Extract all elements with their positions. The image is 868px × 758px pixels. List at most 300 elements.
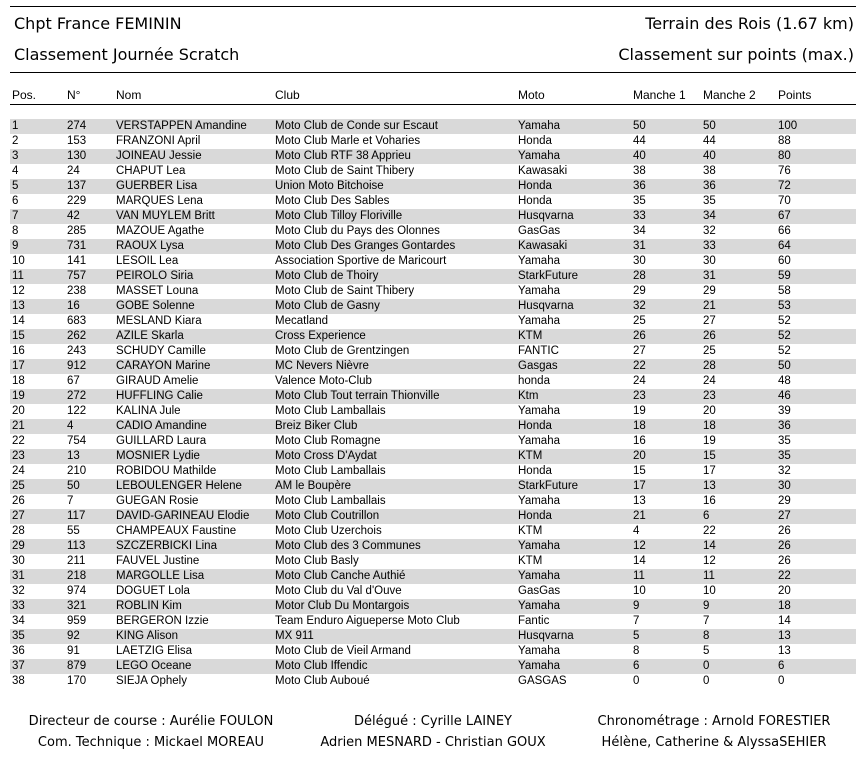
- cell-points: 76: [778, 165, 791, 177]
- cell-pos: 22: [12, 435, 25, 447]
- cell-manche-2: 35: [703, 195, 716, 207]
- table-row: [10, 269, 856, 284]
- cell-points: 52: [778, 330, 791, 342]
- cell-pos: 25: [12, 480, 25, 492]
- table-row: [10, 509, 856, 524]
- table-row: [10, 404, 856, 419]
- cell-pos: 27: [12, 510, 25, 522]
- cell-pos: 1: [12, 120, 19, 132]
- cell-club: Association Sportive de Maricourt: [275, 255, 447, 267]
- cell-name: GIRAUD Amelie: [116, 375, 199, 387]
- cell-pos: 21: [12, 420, 25, 432]
- cell-club: Moto Club du Val d'Ouve: [275, 585, 402, 597]
- cell-club: Valence Moto-Club: [275, 375, 372, 387]
- cell-number: 50: [67, 480, 80, 492]
- cell-pos: 38: [12, 675, 25, 687]
- cell-points: 66: [778, 225, 791, 237]
- cell-name: PEIROLO Siria: [116, 270, 194, 282]
- cell-manche-2: 16: [703, 495, 716, 507]
- cell-manche-2: 38: [703, 165, 716, 177]
- cell-name: MOSNIER Lydie: [116, 450, 200, 462]
- cell-moto: Yamaha: [518, 315, 560, 327]
- delegate-names: Adrien MESNARD - Christian GOUX: [320, 735, 546, 750]
- cell-club: Moto Club Basly: [275, 555, 359, 567]
- cell-pos: 23: [12, 450, 25, 462]
- cell-moto: Husqvarna: [518, 630, 574, 642]
- table-row: [10, 479, 856, 494]
- column-header-points: Points: [778, 88, 812, 102]
- cell-moto: KTM: [518, 525, 543, 537]
- cell-moto: Kawasaki: [518, 165, 568, 177]
- cell-name: FAUVEL Justine: [116, 555, 200, 567]
- cell-manche-2: 26: [703, 330, 716, 342]
- table-row: [10, 299, 856, 314]
- race-director: Directeur de course : Aurélie FOULON: [28, 714, 274, 729]
- cell-club: Moto Club Marle et Voharies: [275, 135, 421, 147]
- cell-manche-1: 23: [633, 390, 646, 402]
- cell-name: LEBOULENGER Helene: [116, 480, 242, 492]
- cell-number: 153: [67, 135, 87, 147]
- cell-points: 27: [778, 510, 791, 522]
- cell-name: DOGUET Lola: [116, 585, 190, 597]
- cell-points: 58: [778, 285, 791, 297]
- cell-club: Moto Club Des Granges Gontardes: [275, 240, 456, 252]
- table-row: [10, 284, 856, 299]
- cell-manche-1: 32: [633, 300, 646, 312]
- cell-manche-1: 16: [633, 435, 646, 447]
- cell-manche-2: 28: [703, 360, 716, 372]
- cell-points: 18: [778, 600, 791, 612]
- cell-pos: 17: [12, 360, 25, 372]
- cell-club: Cross Experience: [275, 330, 366, 342]
- cell-moto: Gasgas: [518, 360, 558, 372]
- cell-club: Moto Club de Saint Thibery: [275, 285, 415, 297]
- cell-club: Moto Club Romagne: [275, 435, 381, 447]
- cell-moto: Yamaha: [518, 660, 560, 672]
- cell-name: VERSTAPPEN Amandine: [116, 120, 247, 132]
- cell-name: SIEJA Ophely: [116, 675, 187, 687]
- cell-manche-2: 30: [703, 255, 716, 267]
- cell-points: 35: [778, 450, 791, 462]
- cell-manche-2: 15: [703, 450, 716, 462]
- cell-club: Moto Club de Gasny: [275, 300, 380, 312]
- cell-pos: 24: [12, 465, 25, 477]
- cell-pos: 33: [12, 600, 25, 612]
- cell-pos: 13: [12, 300, 25, 312]
- table-row: [10, 374, 856, 389]
- cell-number: 55: [67, 525, 80, 537]
- cell-manche-2: 33: [703, 240, 716, 252]
- cell-manche-1: 26: [633, 330, 646, 342]
- cell-pos: 11: [12, 270, 24, 282]
- cell-manche-1: 19: [633, 405, 646, 417]
- cell-manche-2: 29: [703, 285, 716, 297]
- cell-club: Mecatland: [275, 315, 329, 327]
- results-table-header: [0, 88, 868, 102]
- cell-manche-1: 17: [633, 480, 646, 492]
- cell-club: Moto Club de Grentzingen: [275, 345, 410, 357]
- column-header-moto: Moto: [518, 88, 545, 102]
- cell-name: AZILE Skarla: [116, 330, 184, 342]
- cell-club: Moto Club Lamballais: [275, 465, 386, 477]
- cell-number: 91: [67, 645, 80, 657]
- cell-club: Moto Club de Vieil Armand: [275, 645, 411, 657]
- cell-manche-1: 12: [633, 540, 646, 552]
- cell-moto: Honda: [518, 510, 552, 522]
- cell-manche-2: 8: [703, 630, 710, 642]
- cell-pos: 36: [12, 645, 25, 657]
- table-row: [10, 389, 856, 404]
- cell-name: MAZOUE Agathe: [116, 225, 205, 237]
- cell-points: 35: [778, 435, 791, 447]
- cell-name: CARAYON Marine: [116, 360, 211, 372]
- delegate: Délégué : Cyrille LAINEY: [354, 714, 512, 729]
- cell-number: 7: [67, 495, 74, 507]
- cell-name: LESOIL Lea: [116, 255, 179, 267]
- cell-points: 32: [778, 465, 791, 477]
- cell-manche-2: 31: [703, 270, 716, 282]
- cell-pos: 9: [12, 240, 19, 252]
- cell-moto: Husqvarna: [518, 210, 574, 222]
- cell-name: MARQUES Lena: [116, 195, 203, 207]
- cell-club: Moto Club Tout terrain Thionville: [275, 390, 440, 402]
- cell-moto: Yamaha: [518, 255, 560, 267]
- cell-manche-1: 25: [633, 315, 646, 327]
- cell-moto: Yamaha: [518, 405, 560, 417]
- table-row: [10, 344, 856, 359]
- cell-moto: Ktm: [518, 390, 539, 402]
- cell-manche-1: 40: [633, 150, 646, 162]
- table-row: [10, 164, 856, 179]
- cell-name: VAN MUYLEM Britt: [116, 210, 215, 222]
- column-header-club: Club: [275, 88, 300, 102]
- cell-moto: StarkFuture: [518, 270, 579, 282]
- cell-pos: 5: [12, 180, 19, 192]
- cell-manche-2: 13: [703, 480, 716, 492]
- cell-manche-2: 12: [703, 555, 716, 567]
- cell-moto: FANTIC: [518, 345, 559, 357]
- cell-club: Team Enduro Aigueperse Moto Club: [275, 615, 460, 627]
- cell-name: CHAPUT Lea: [116, 165, 186, 177]
- table-row: [10, 179, 856, 194]
- cell-manche-2: 7: [703, 615, 710, 627]
- cell-pos: 3: [12, 150, 19, 162]
- cell-club: Moto Club de Thoiry: [275, 270, 379, 282]
- cell-club: Moto Club Canche Authié: [275, 570, 406, 582]
- cell-name: GUERBER Lisa: [116, 180, 198, 192]
- cell-number: 757: [67, 270, 87, 282]
- cell-name: KALINA Jule: [116, 405, 181, 417]
- cell-moto: Yamaha: [518, 435, 560, 447]
- cell-pos: 16: [12, 345, 25, 357]
- cell-points: 46: [778, 390, 791, 402]
- cell-manche-2: 23: [703, 390, 716, 402]
- cell-points: 53: [778, 300, 791, 312]
- cell-manche-1: 21: [633, 510, 646, 522]
- cell-manche-1: 34: [633, 225, 646, 237]
- cell-club: AM le Boupère: [275, 480, 352, 492]
- cell-club: Moto Club Lamballais: [275, 405, 386, 417]
- cell-points: 36: [778, 420, 791, 432]
- cell-number: 731: [67, 240, 87, 252]
- cell-name: MASSET Louna: [116, 285, 199, 297]
- cell-club: Union Moto Bitchoise: [275, 180, 384, 192]
- cell-points: 22: [778, 570, 791, 582]
- cell-club: Moto Club de Conde sur Escaut: [275, 120, 439, 132]
- cell-points: 88: [778, 135, 791, 147]
- cell-manche-1: 44: [633, 135, 646, 147]
- cell-manche-2: 14: [703, 540, 716, 552]
- cell-points: 0: [778, 675, 785, 687]
- table-header-rule: [10, 104, 856, 105]
- column-header-pos: Pos.: [12, 88, 37, 102]
- table-row: [10, 224, 856, 239]
- cell-number: 274: [67, 120, 87, 132]
- cell-moto: Yamaha: [518, 645, 560, 657]
- cell-manche-1: 31: [633, 240, 646, 252]
- table-row: [10, 119, 856, 134]
- column-header-manche-2: Manche 2: [703, 88, 756, 102]
- table-row: [10, 599, 856, 614]
- cell-points: 59: [778, 270, 791, 282]
- cell-moto: Honda: [518, 465, 552, 477]
- cell-moto: honda: [518, 375, 550, 387]
- cell-moto: Yamaha: [518, 600, 560, 612]
- cell-moto: Yamaha: [518, 150, 560, 162]
- cell-number: 243: [67, 345, 87, 357]
- cell-manche-1: 29: [633, 285, 646, 297]
- cell-club: Moto Club Uzerchois: [275, 525, 382, 537]
- cell-manche-2: 32: [703, 225, 716, 237]
- cell-manche-2: 9: [703, 600, 710, 612]
- cell-club: Moto Club Des Sables: [275, 195, 390, 207]
- cell-manche-1: 28: [633, 270, 646, 282]
- table-row: [10, 674, 856, 689]
- cell-pos: 31: [12, 570, 25, 582]
- cell-points: 52: [778, 315, 791, 327]
- table-row: [10, 149, 856, 164]
- cell-points: 6: [778, 660, 785, 672]
- cell-manche-1: 15: [633, 465, 646, 477]
- cell-name: GUEGAN Rosie: [116, 495, 199, 507]
- cell-points: 64: [778, 240, 791, 252]
- cell-pos: 35: [12, 630, 25, 642]
- table-row: [10, 314, 856, 329]
- cell-points: 67: [778, 210, 791, 222]
- cell-points: 26: [778, 555, 791, 567]
- cell-pos: 37: [12, 660, 25, 672]
- cell-number: 272: [67, 390, 87, 402]
- cell-name: ROBIDOU Mathilde: [116, 465, 217, 477]
- column-header-number: N°: [67, 88, 81, 102]
- cell-pos: 26: [12, 495, 25, 507]
- cell-pos: 20: [12, 405, 25, 417]
- cell-number: 959: [67, 615, 87, 627]
- cell-manche-2: 21: [703, 300, 716, 312]
- page-title: Chpt France FEMININ: [14, 14, 182, 33]
- cell-manche-1: 9: [633, 600, 640, 612]
- cell-manche-1: 36: [633, 180, 646, 192]
- cell-manche-2: 36: [703, 180, 716, 192]
- cell-club: Moto Club de Saint Thibery: [275, 165, 415, 177]
- table-row: [10, 434, 856, 449]
- cell-number: 262: [67, 330, 87, 342]
- cell-points: 29: [778, 495, 791, 507]
- table-row: [10, 569, 856, 584]
- cell-name: SZCZERBICKI Lina: [116, 540, 217, 552]
- cell-club: MX 911: [275, 630, 314, 642]
- cell-manche-2: 0: [703, 675, 710, 687]
- cell-number: 130: [67, 150, 87, 162]
- terrain-label: Terrain des Rois (1.67 km): [645, 14, 854, 33]
- table-row: [10, 494, 856, 509]
- cell-manche-2: 40: [703, 150, 716, 162]
- cell-name: DAVID-GARINEAU Elodie: [116, 510, 250, 522]
- cell-points: 14: [778, 615, 791, 627]
- cell-points: 26: [778, 540, 791, 552]
- cell-number: 42: [67, 210, 80, 222]
- cell-moto: KTM: [518, 450, 543, 462]
- cell-pos: 4: [12, 165, 19, 177]
- cell-manche-2: 11: [703, 570, 715, 582]
- cell-name: MESLAND Kiara: [116, 315, 202, 327]
- table-row: [10, 629, 856, 644]
- cell-points: 100: [778, 120, 798, 132]
- cell-club: Moto Club Tilloy Floriville: [275, 210, 403, 222]
- cell-manche-1: 13: [633, 495, 646, 507]
- cell-name: ROBLIN Kim: [116, 600, 182, 612]
- cell-pos: 34: [12, 615, 25, 627]
- cell-pos: 29: [12, 540, 25, 552]
- cell-manche-1: 0: [633, 675, 640, 687]
- cell-pos: 30: [12, 555, 25, 567]
- cell-number: 974: [67, 585, 87, 597]
- cell-manche-2: 50: [703, 120, 716, 132]
- cell-manche-2: 27: [703, 315, 716, 327]
- cell-manche-1: 8: [633, 645, 640, 657]
- cell-points: 20: [778, 585, 791, 597]
- cell-club: Moto Club RTF 38 Apprieu: [275, 150, 411, 162]
- cell-name: MARGOLLE Lisa: [116, 570, 205, 582]
- cell-number: 218: [67, 570, 87, 582]
- cell-name: GOBE Solenne: [116, 300, 195, 312]
- cell-pos: 15: [12, 330, 25, 342]
- table-row: [10, 359, 856, 374]
- cell-number: 210: [67, 465, 87, 477]
- cell-points: 26: [778, 525, 791, 537]
- cell-pos: 14: [12, 315, 25, 327]
- table-row: [10, 134, 856, 149]
- cell-manche-1: 10: [633, 585, 646, 597]
- table-row: [10, 614, 856, 629]
- results-table: [10, 119, 856, 689]
- table-row: [10, 644, 856, 659]
- cell-club: Moto Club Lamballais: [275, 495, 386, 507]
- cell-moto: GasGas: [518, 225, 561, 237]
- cell-club: Moto Club des 3 Communes: [275, 540, 421, 552]
- cell-points: 50: [778, 360, 791, 372]
- cell-manche-2: 22: [703, 525, 716, 537]
- cell-moto: Husqvarna: [518, 300, 574, 312]
- cell-pos: 18: [12, 375, 25, 387]
- cell-number: 912: [67, 360, 87, 372]
- table-row: [10, 524, 856, 539]
- cell-number: 683: [67, 315, 87, 327]
- cell-moto: Yamaha: [518, 570, 560, 582]
- cell-club: MC Nevers Nièvre: [275, 360, 369, 372]
- cell-manche-2: 6: [703, 510, 710, 522]
- cell-moto: KTM: [518, 330, 543, 342]
- cell-number: 117: [67, 510, 86, 522]
- cell-points: 30: [778, 480, 791, 492]
- cell-manche-2: 5: [703, 645, 710, 657]
- cell-name: KING Alison: [116, 630, 178, 642]
- cell-manche-2: 0: [703, 660, 710, 672]
- table-row: [10, 449, 856, 464]
- cell-name: GUILLARD Laura: [116, 435, 207, 447]
- table-row: [10, 209, 856, 224]
- cell-manche-1: 33: [633, 210, 646, 222]
- cell-pos: 8: [12, 225, 19, 237]
- cell-name: LEGO Oceane: [116, 660, 192, 672]
- cell-manche-2: 24: [703, 375, 716, 387]
- header-rule: [10, 72, 856, 73]
- cell-moto: Yamaha: [518, 120, 560, 132]
- cell-name: FRANZONI April: [116, 135, 201, 147]
- scoring-label: Classement sur points (max.): [618, 45, 854, 64]
- cell-club: Breiz Biker Club: [275, 420, 358, 432]
- cell-number: 16: [67, 300, 80, 312]
- cell-name: HUFFLING Calie: [116, 390, 203, 402]
- table-row: [10, 254, 856, 269]
- cell-manche-1: 11: [633, 570, 645, 582]
- cell-moto: GASGAS: [518, 675, 567, 687]
- cell-points: 70: [778, 195, 791, 207]
- cell-points: 72: [778, 180, 791, 192]
- cell-pos: 12: [12, 285, 25, 297]
- table-row: [10, 584, 856, 599]
- cell-club: Moto Cross D'Aydat: [275, 450, 377, 462]
- cell-moto: Fantic: [518, 615, 550, 627]
- cell-manche-1: 4: [633, 525, 640, 537]
- cell-manche-1: 14: [633, 555, 646, 567]
- cell-manche-2: 20: [703, 405, 716, 417]
- cell-number: 285: [67, 225, 87, 237]
- cell-moto: StarkFuture: [518, 480, 579, 492]
- cell-manche-2: 17: [703, 465, 716, 477]
- cell-pos: 6: [12, 195, 19, 207]
- cell-number: 879: [67, 660, 87, 672]
- cell-manche-1: 7: [633, 615, 640, 627]
- cell-manche-1: 38: [633, 165, 646, 177]
- cell-name: SCHUDY Camille: [116, 345, 206, 357]
- cell-number: 122: [67, 405, 87, 417]
- cell-manche-1: 6: [633, 660, 640, 672]
- cell-points: 13: [778, 630, 791, 642]
- cell-pos: 19: [12, 390, 25, 402]
- cell-manche-2: 34: [703, 210, 716, 222]
- page-subtitle: Classement Journée Scratch: [14, 45, 240, 64]
- cell-pos: 32: [12, 585, 25, 597]
- table-row: [10, 194, 856, 209]
- cell-club: Moto Club du Pays des Olonnes: [275, 225, 440, 237]
- cell-number: 229: [67, 195, 87, 207]
- cell-number: 137: [67, 180, 87, 192]
- cell-manche-2: 25: [703, 345, 716, 357]
- cell-manche-1: 22: [633, 360, 646, 372]
- cell-number: 238: [67, 285, 87, 297]
- cell-points: 80: [778, 150, 791, 162]
